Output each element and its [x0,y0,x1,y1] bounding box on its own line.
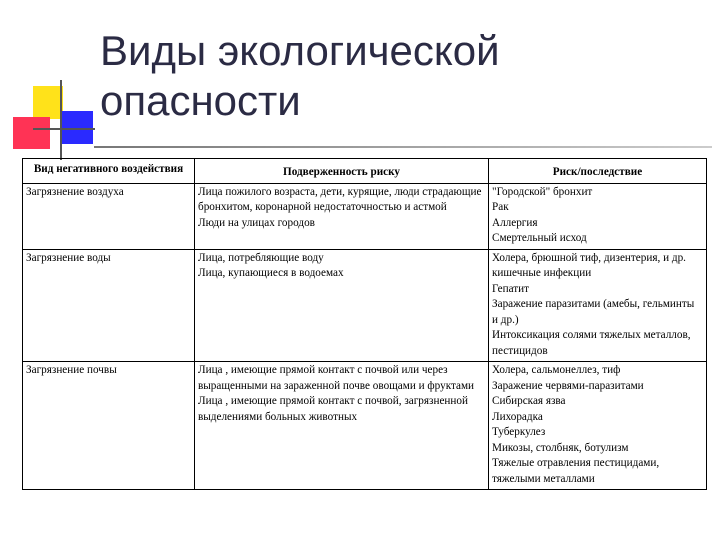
cell-consequence: Холера, сальмонеллез, тиф Заражение червями-паразитами Сибирская язва Лихорадка Туберкулез Микозы, столбняк, ботулизм Тяжелые отравления пестицидами, тяжелыми металлами [489,362,707,490]
table-header-row [23,159,707,184]
cell-exposure: Лица , имеющие прямой контакт с почвой или через выращенными на зараженной почве овощами и фруктами Лица , имеющие прямой контакт с почвой, загрязненной выделениями больных животных [195,362,489,490]
cell-impact: Загрязнение воздуха [23,183,195,249]
title-underline-rule [94,146,712,148]
cell-exposure: Лица пожилого возраста, дети, курящие, люди страдающие бронхитом, коронарной недостаточностью и астмой Люди на улицах городов [195,183,489,249]
risk-table [22,158,707,490]
cell-impact: Загрязнение воды [23,249,195,362]
cell-impact: Загрязнение почвы [23,362,195,490]
header-exposure: Подверженность риску [195,159,489,184]
decor-yellow-square [33,86,63,119]
cell-consequence: Холера, брюшной тиф, дизентерия, и др. кишечные инфекции Гепатит Заражение паразитами (амебы, гельминты и др.) Интоксикация солями тяжелых металлов, пестицидов [489,249,707,362]
cell-exposure: Лица, потребляющие воду Лица, купающиеся в водоемах [195,249,489,362]
table-row [23,249,707,362]
header-impact: Вид негативного воздействия [23,159,195,184]
cell-consequence: "Городской" бронхит Рак Аллергия Смертельный исход [489,183,707,249]
decor-vertical-line [60,80,62,160]
table-row [23,183,707,249]
header-consequence: Риск/последствие [489,159,707,184]
decor-horizontal-line [33,128,95,130]
table-row [23,362,707,490]
slide-title: Виды экологической опасности [100,27,500,124]
decor-red-square [13,117,50,149]
